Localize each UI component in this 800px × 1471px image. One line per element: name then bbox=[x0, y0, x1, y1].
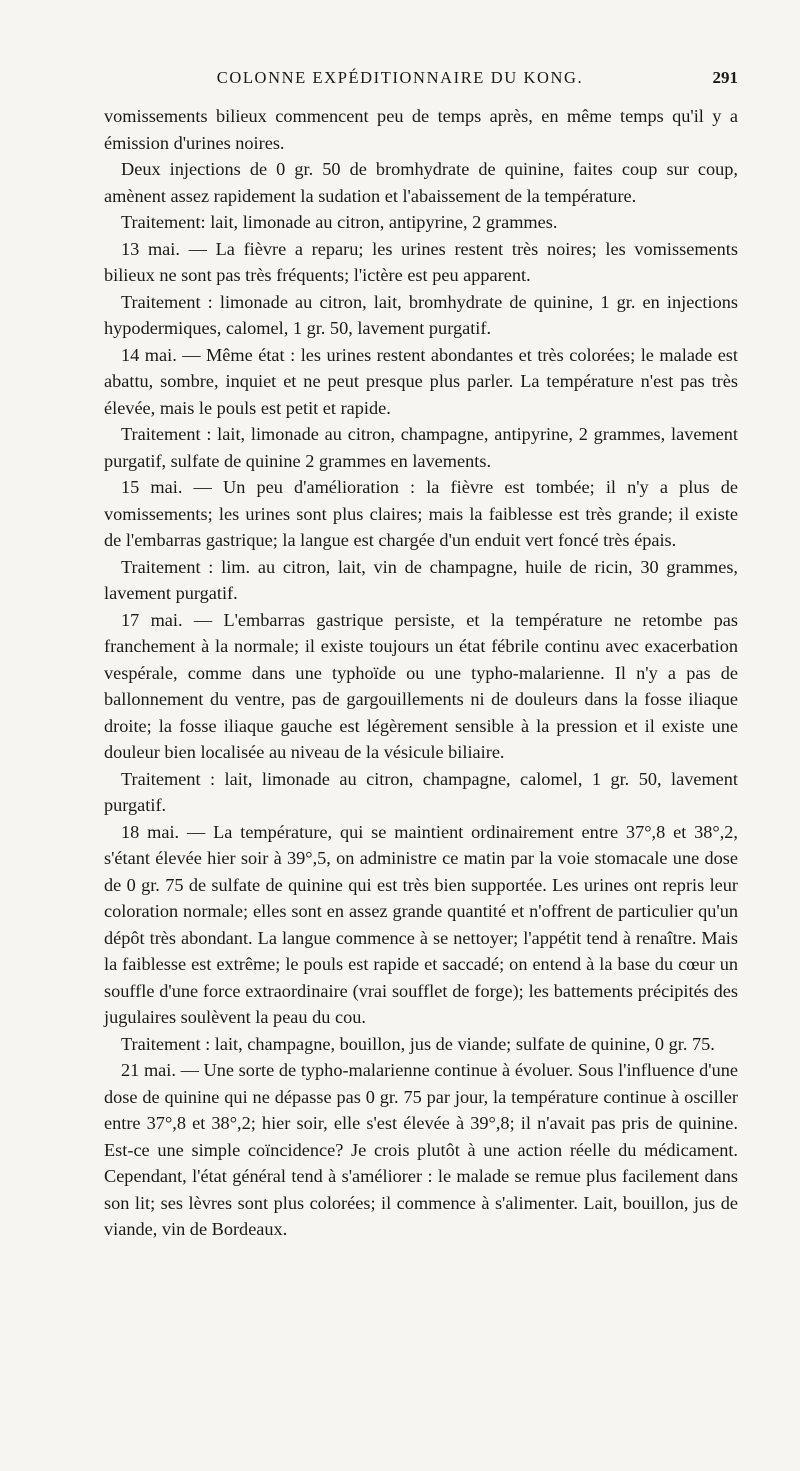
paragraph: 14 mai. — Même état : les urines restent abondantes et très colorées; le malade est abattu, sombre, inquiet et ne peut presque plus parler. La température n'est pas très élevée, mais le pouls est petit et rapide. bbox=[104, 344, 738, 418]
running-title: COLONNE EXPÉDITIONNAIRE DU KONG. bbox=[216, 68, 584, 87]
paragraph: Traitement : lait, champagne, bouillon, jus de viande; sulfate de quinine, 0 gr. 75. bbox=[121, 1033, 715, 1054]
paragraph: 15 mai. — Un peu d'amélioration : la fièvre est tombée; il n'y a plus de vomissements; les urines sont plus claires; mais la faiblesse est très grande; il existe de l'embarras gastrique; la langue est chargée d'un enduit vert foncé très épais. bbox=[104, 477, 738, 550]
body-text bbox=[104, 103, 738, 1243]
paragraph: 17 mai. — L'embarras gastrique persiste, et la température ne retombe pas franchement à la normale; il existe toujours un état fébrile continu avec exacerbation vespérale, comme dans une typhoïde ou une typho-malarienne. Il n'y a pas de ballonnement du ventre, pas de gargouillements ni de douleurs dans la fosse iliaque droite; la fosse iliaque gauche est légèrement sensible à la pression et il existe une douleur bien localisée au niveau de la vésicule biliaire. bbox=[104, 609, 738, 762]
running-head bbox=[0, 68, 800, 98]
paragraph: Traitement : lim. au citron, lait, vin de champagne, huile de ricin, 30 grammes, lavement purgatif. bbox=[104, 556, 738, 603]
paragraph: Traitement : lait, limonade au citron, champagne, antipyrine, 2 grammes, lavement purgatif, sulfate de quinine 2 grammes en lavements. bbox=[104, 424, 738, 471]
paragraph: Deux injections de 0 gr. 50 de bromhydrate de quinine, faites coup sur coup, amènent assez rapidement la sudation et l'abaissement de la température. bbox=[104, 159, 738, 206]
paragraph: Traitement : lait, limonade au citron, champagne, calomel, 1 gr. 50, lavement purgatif. bbox=[104, 768, 738, 815]
paragraph: Traitement: lait, limonade au citron, antipyrine, 2 grammes. bbox=[121, 212, 558, 232]
page-number: 291 bbox=[712, 68, 738, 87]
paragraph: Traitement : limonade au citron, lait, bromhydrate de quinine, 1 gr. en injections hypodermiques, calomel, 1 gr. 50, lavement purgatif. bbox=[104, 291, 738, 338]
paragraph: 18 mai. — La température, qui se maintient ordinairement entre 37°,8 et 38°,2, s'étant élevée hier soir à 39°,5, on administre ce matin par la voie stomacale une dose de 0 gr. 75 de sulfate de quinine qui est très bien supportée. Les urines ont repris leur coloration normale; elles sont en assez grande quantité et n'offrent de particulier qu'un dépôt très abondant. La langue commence à se nettoyer; l'appétit tend à renaître. Mais la faiblesse est extrême; le pouls est rapide et saccadé; on entend à la base du cœur un souffle d'une force extraordinaire (vrai soufflet de forge); les battements précipités des jugulaires soulèvent la peau du cou. bbox=[104, 821, 738, 1027]
paragraph: 13 mai. — La fièvre a reparu; les urines restent très noires; les vomissements bilieux ne sont pas très fréquents; l'ictère est peu apparent. bbox=[104, 238, 738, 285]
paragraph: vomissements bilieux commencent peu de temps après, en même temps qu'il y a émission d'urines noires. bbox=[104, 106, 738, 153]
paragraph: 21 mai. — Une sorte de typho-malarienne continue à évoluer. Sous l'influence d'une dose de quinine qui ne dépasse pas 0 gr. 75 par jour, la température continue à osciller entre 37°,8 et 38°,2; hier soir, elle s'est élevée à 39°,8; il n'avait pas pris de quinine. Est-ce une simple coïncidence? Je crois plutôt à une action réelle du médicament. Cependant, l'état général tend à s'améliorer : le malade se remue plus facilement dans son lit; ses lèvres sont plus colorées; il commence à s'alimenter. Lait, bouillon, jus de viande, vin de Bordeaux. bbox=[104, 1060, 738, 1239]
